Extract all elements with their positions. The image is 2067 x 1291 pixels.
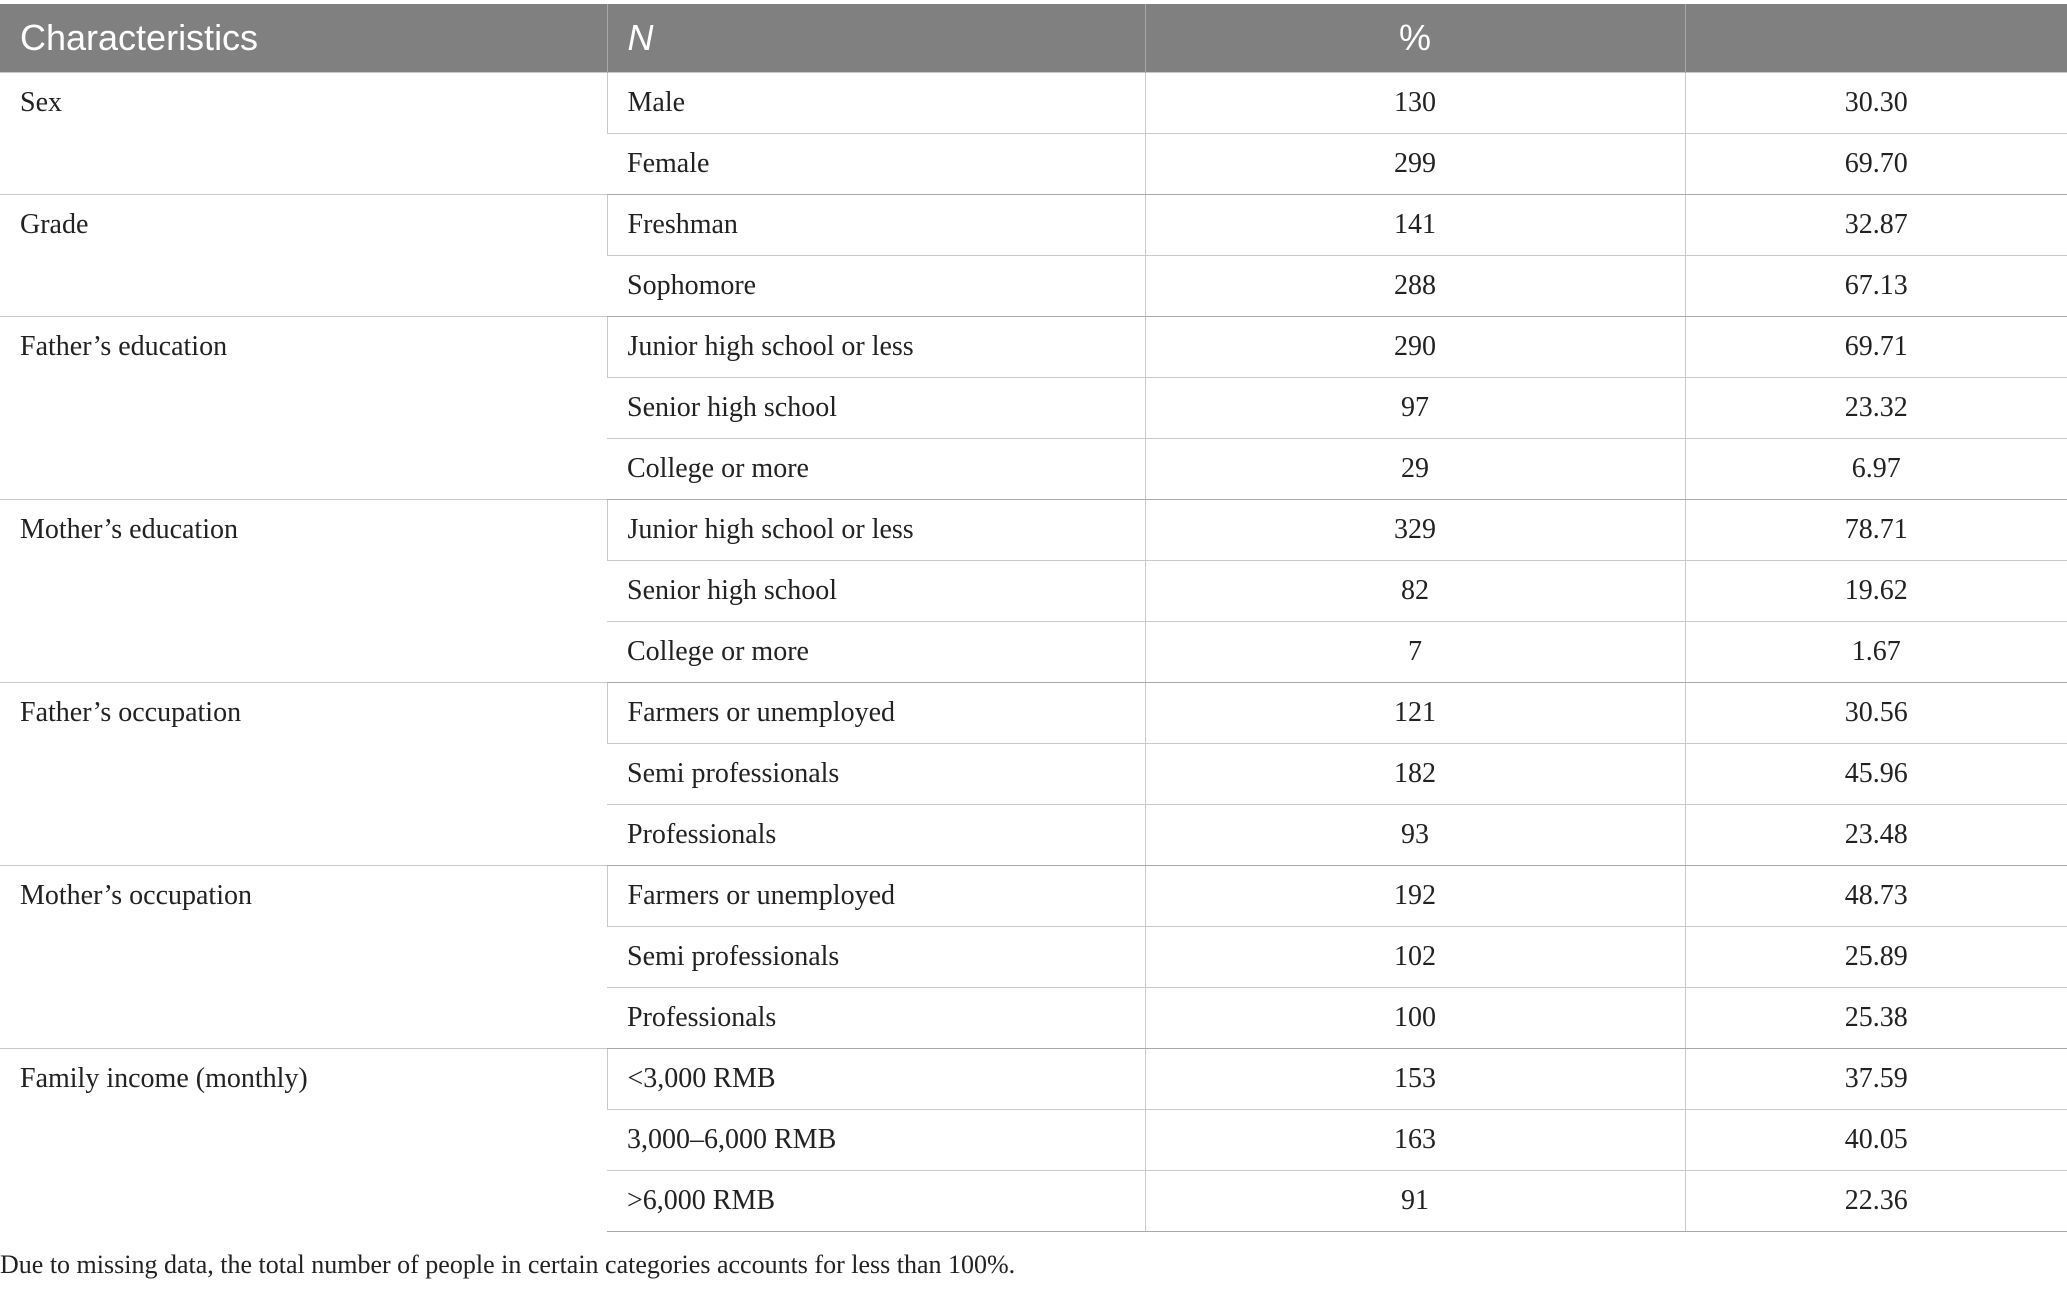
demographics-table bbox=[0, 4, 2067, 1232]
subcategory-cell: Sophomore bbox=[607, 256, 1145, 317]
subcategory-cell: Farmers or unemployed bbox=[607, 683, 1145, 744]
percent-cell: 25.89 bbox=[1685, 927, 2067, 988]
count-cell: 100 bbox=[1145, 988, 1685, 1049]
count-cell: 288 bbox=[1145, 256, 1685, 317]
subcategory-cell: Junior high school or less bbox=[607, 500, 1145, 561]
percent-cell: 30.56 bbox=[1685, 683, 2067, 744]
subcategory-cell: 3,000–6,000 RMB bbox=[607, 1110, 1145, 1171]
count-cell: 290 bbox=[1145, 317, 1685, 378]
category-cell: Father’s education bbox=[0, 317, 607, 500]
count-cell: 163 bbox=[1145, 1110, 1685, 1171]
subcategory-cell: Semi professionals bbox=[607, 744, 1145, 805]
count-cell: 82 bbox=[1145, 561, 1685, 622]
table-row bbox=[0, 866, 2067, 927]
count-cell: 97 bbox=[1145, 378, 1685, 439]
table-footnote: Due to missing data, the total number of people in certain categories accounts for less than 100%. bbox=[0, 1250, 1016, 1279]
percent-cell: 45.96 bbox=[1685, 744, 2067, 805]
count-cell: 329 bbox=[1145, 500, 1685, 561]
percent-cell: 22.36 bbox=[1685, 1171, 2067, 1232]
percent-cell: 78.71 bbox=[1685, 500, 2067, 561]
category-cell: Father’s occupation bbox=[0, 683, 607, 866]
percent-cell: 23.48 bbox=[1685, 805, 2067, 866]
subcategory-cell: Professionals bbox=[607, 805, 1145, 866]
percent-cell: 67.13 bbox=[1685, 256, 2067, 317]
subcategory-cell: College or more bbox=[607, 439, 1145, 500]
percent-cell: 48.73 bbox=[1685, 866, 2067, 927]
subcategory-cell: Senior high school bbox=[607, 378, 1145, 439]
subcategory-cell: >6,000 RMB bbox=[607, 1171, 1145, 1232]
table-row bbox=[0, 317, 2067, 378]
table-header bbox=[0, 4, 2067, 73]
subcategory-cell: <3,000 RMB bbox=[607, 1049, 1145, 1110]
count-cell: 299 bbox=[1145, 134, 1685, 195]
percent-cell: 30.30 bbox=[1685, 73, 2067, 134]
count-cell: 153 bbox=[1145, 1049, 1685, 1110]
count-cell: 141 bbox=[1145, 195, 1685, 256]
subcategory-cell: Semi professionals bbox=[607, 927, 1145, 988]
category-cell: Grade bbox=[0, 195, 607, 317]
percent-cell: 1.67 bbox=[1685, 622, 2067, 683]
count-cell: 7 bbox=[1145, 622, 1685, 683]
header-characteristics: Characteristics bbox=[0, 4, 607, 73]
percent-cell: 69.71 bbox=[1685, 317, 2067, 378]
subcategory-cell: Professionals bbox=[607, 988, 1145, 1049]
count-cell: 93 bbox=[1145, 805, 1685, 866]
count-cell: 130 bbox=[1145, 73, 1685, 134]
count-cell: 102 bbox=[1145, 927, 1685, 988]
table-row bbox=[0, 195, 2067, 256]
percent-cell: 32.87 bbox=[1685, 195, 2067, 256]
count-cell: 91 bbox=[1145, 1171, 1685, 1232]
count-cell: 29 bbox=[1145, 439, 1685, 500]
subcategory-cell: Farmers or unemployed bbox=[607, 866, 1145, 927]
percent-cell: 6.97 bbox=[1685, 439, 2067, 500]
header-percent: % bbox=[1145, 4, 1685, 73]
header-row bbox=[0, 4, 2067, 73]
subcategory-cell: Freshman bbox=[607, 195, 1145, 256]
count-cell: 121 bbox=[1145, 683, 1685, 744]
category-cell: Sex bbox=[0, 73, 607, 195]
table-body bbox=[0, 73, 2067, 1232]
demographics-table-container bbox=[0, 4, 2067, 1232]
subcategory-cell: Senior high school bbox=[607, 561, 1145, 622]
subcategory-cell: Female bbox=[607, 134, 1145, 195]
percent-cell: 23.32 bbox=[1685, 378, 2067, 439]
header-n: N bbox=[607, 4, 1145, 73]
table-row bbox=[0, 1049, 2067, 1110]
table-row bbox=[0, 683, 2067, 744]
percent-cell: 37.59 bbox=[1685, 1049, 2067, 1110]
count-cell: 192 bbox=[1145, 866, 1685, 927]
subcategory-cell: Junior high school or less bbox=[607, 317, 1145, 378]
percent-cell: 19.62 bbox=[1685, 561, 2067, 622]
table-row bbox=[0, 73, 2067, 134]
percent-cell: 25.38 bbox=[1685, 988, 2067, 1049]
percent-cell: 40.05 bbox=[1685, 1110, 2067, 1171]
header-blank bbox=[1685, 4, 2067, 73]
category-cell: Mother’s occupation bbox=[0, 866, 607, 1049]
table-row bbox=[0, 500, 2067, 561]
count-cell: 182 bbox=[1145, 744, 1685, 805]
subcategory-cell: College or more bbox=[607, 622, 1145, 683]
percent-cell: 69.70 bbox=[1685, 134, 2067, 195]
subcategory-cell: Male bbox=[607, 73, 1145, 134]
category-cell: Family income (monthly) bbox=[0, 1049, 607, 1232]
category-cell: Mother’s education bbox=[0, 500, 607, 683]
